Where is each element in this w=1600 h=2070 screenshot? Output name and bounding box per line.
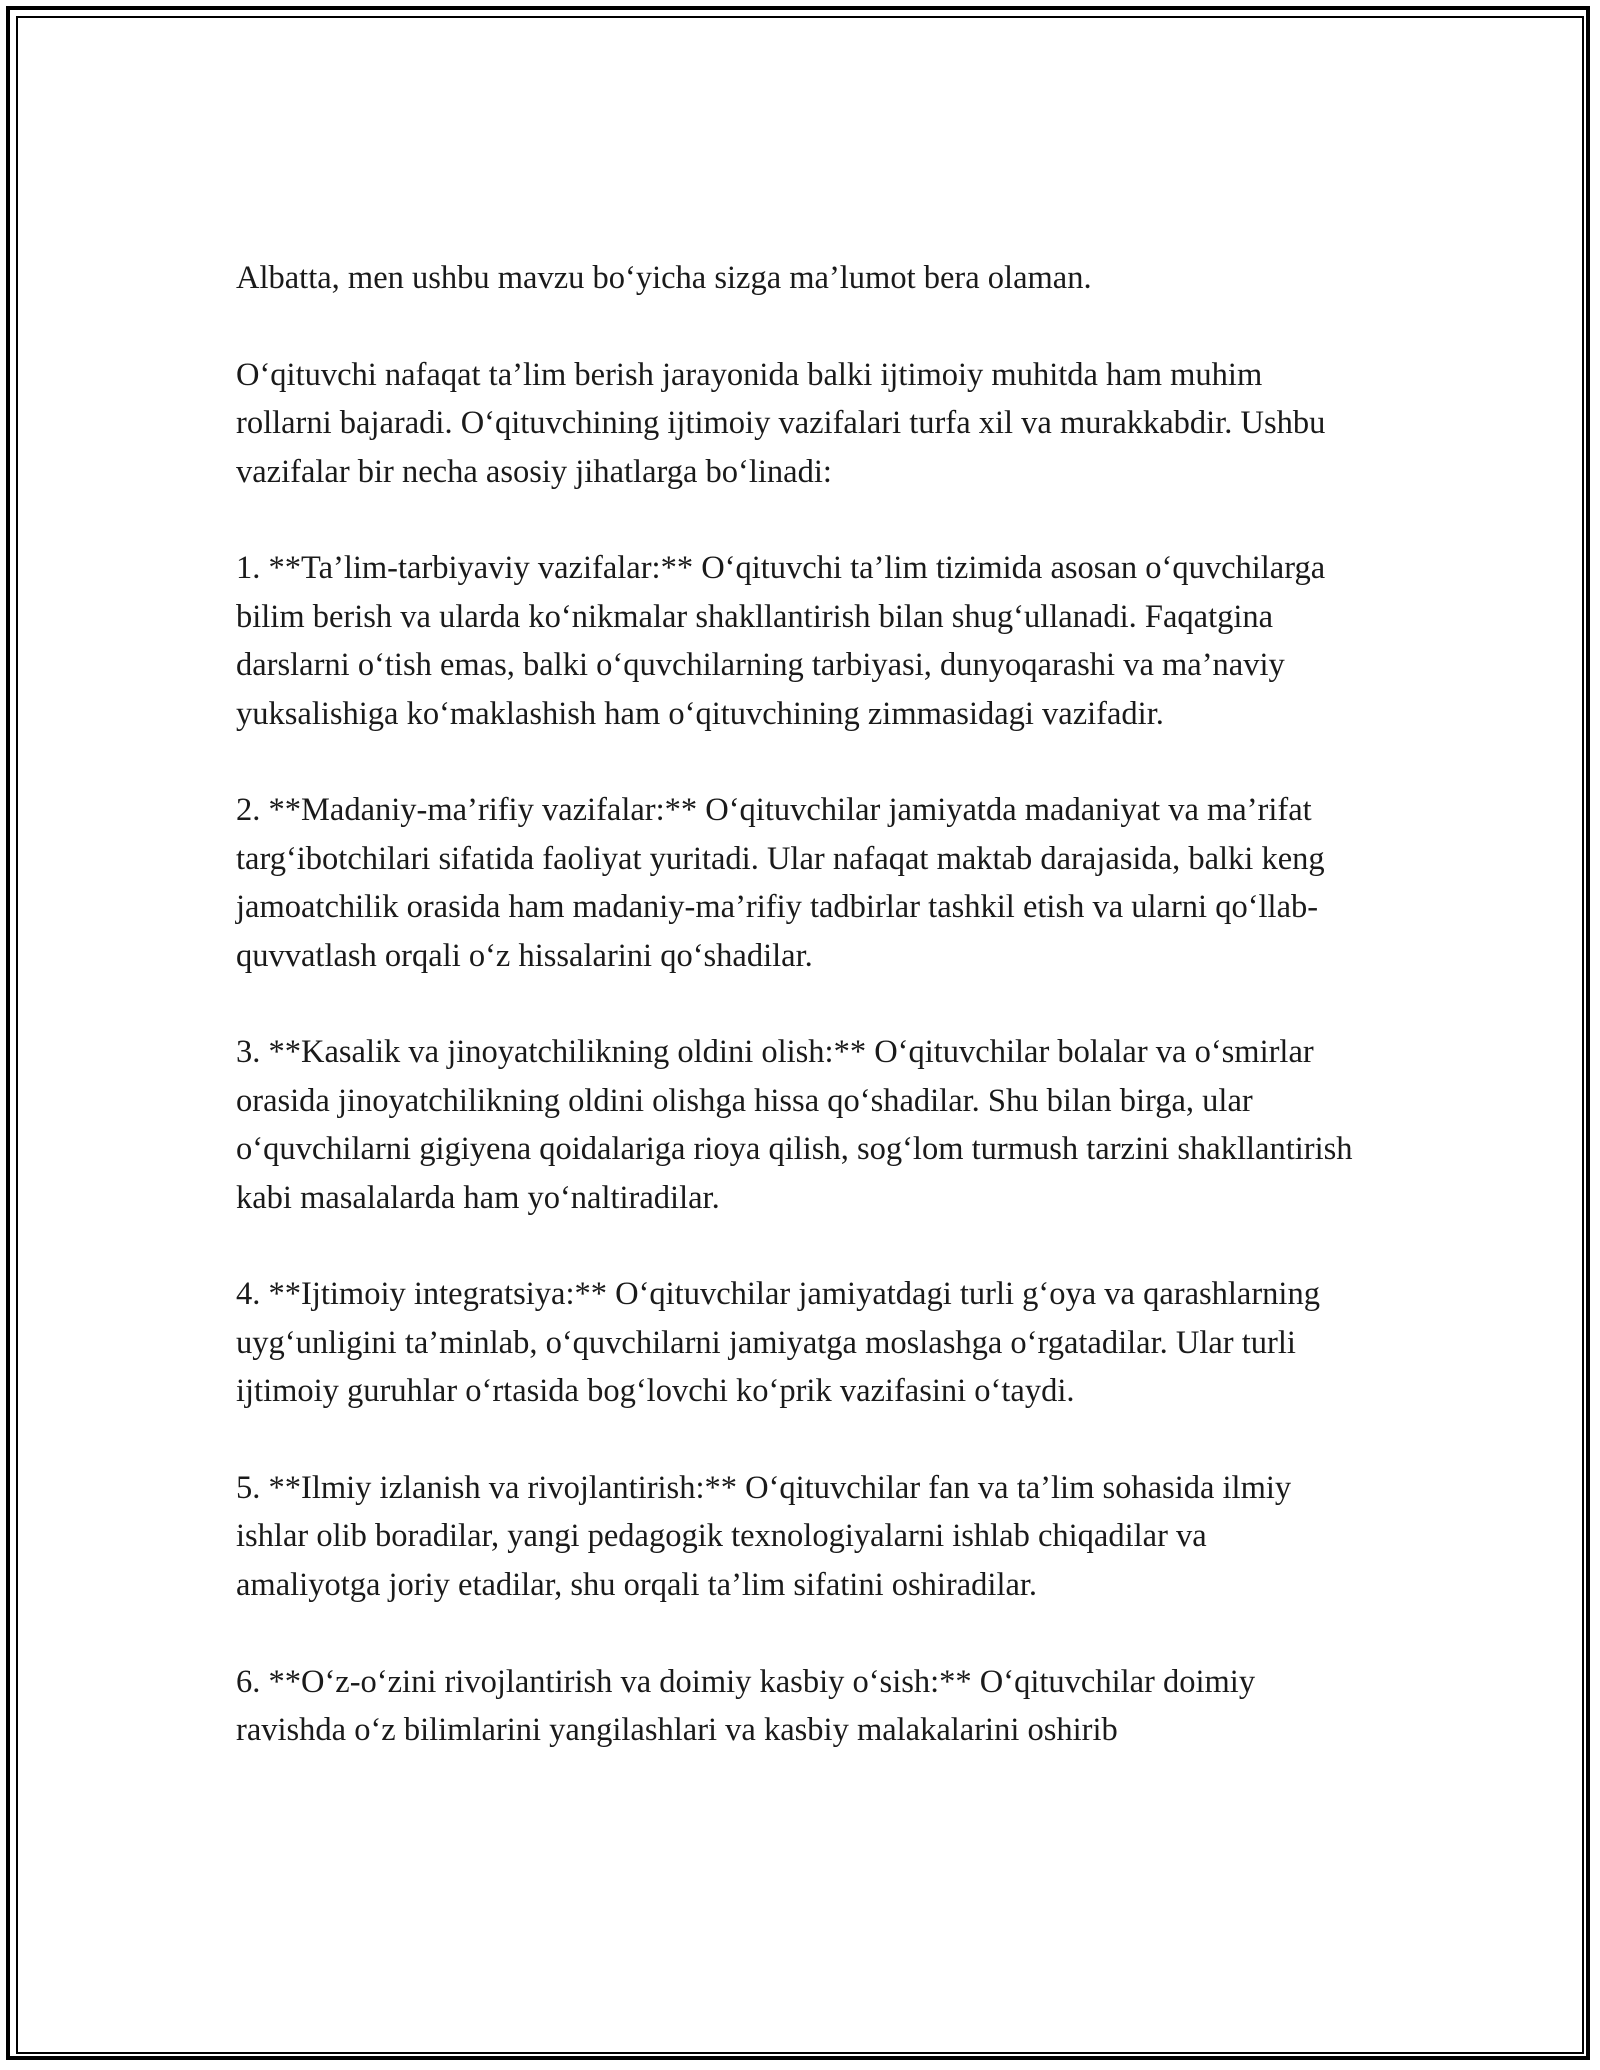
intro-paragraph: Albatta, men ushbu mavzu bo‘yicha sizga ma’lumot bera olaman.: [236, 260, 1092, 296]
list-item-5: 5. **Ilmiy izlanish va rivojlantirish:** O‘qituvchilar fan va ta’lim sohasida ilmiy ishlar olib boradilar, yangi pedagogik texnologiyalarni ishlab chiqadilar va amaliyotga joriy etadilar, shu orqali ta’lim sifatini oshiradilar.: [236, 1470, 1292, 1603]
list-item-1: 1. **Ta’lim-tarbiyaviy vazifalar:** O‘qituvchi ta’lim tizimida asosan o‘quvchilarga bilim berish va ularda ko‘nikmalar shakllantirish bilan shug‘ullanadi. Faqatgina darslarni o‘tish emas, balki o‘quvchilarning tarbiyasi, dunyoqarashi va ma’naviy yuksalishiga ko‘maklashish ham o‘qituvchining zimmasidagi vazifadir.: [236, 550, 1326, 732]
list-item-2: 2. **Madaniy-ma’rifiy vazifalar:** O‘qituvchilar jamiyatda madaniyat va ma’rifat targ‘ibotchilari sifatida faoliyat yuritadi. Ular nafaqat maktab darajasida, balki keng jamoatchilik orasida ham madaniy-ma’rifiy tadbirlar tashkil etish va ularni qo‘llab-quvvatlash orqali o‘z hissalarini qo‘shadilar.: [236, 792, 1325, 974]
document-body: [236, 254, 1356, 1803]
list-item-6: 6. **O‘z-o‘zini rivojlantirish va doimiy kasbiy o‘sish:** O‘qituvchilar doimiy ravishda o‘z bilimlarini yangilashlari va kasbiy malakalarini oshirib: [236, 1663, 1256, 1749]
list-item-3: 3. **Kasalik va jinoyatchilikning oldini olish:** O‘qituvchilar bolalar va o‘smirlar orasida jinoyatchilikning oldini olishga hissa qo‘shadilar. Shu bilan birga, ular o‘quvchilarni gigiyena qoidalariga rioya qilish, sog‘lom turmush tarzini shakllantirish kabi masalalarda ham yo‘naltiradilar.: [236, 1034, 1353, 1216]
list-item-4: 4. **Ijtimoiy integratsiya:** O‘qituvchilar jamiyatdagi turli g‘oya va qarashlarning uyg‘unligini ta’minlab, o‘quvchilarni jamiyatga moslashga o‘rgatadilar. Ular turli ijtimoiy guruhlar o‘rtasida bog‘lovchi ko‘prik vazifasini o‘taydi.: [236, 1276, 1320, 1410]
overview-paragraph: O‘qituvchi nafaqat ta’lim berish jarayonida balki ijtimoiy muhitda ham muhim rollarni bajaradi. O‘qituvchining ijtimoiy vazifalari turfa xil va murakkabdir. Ushbu vazifalar bir necha asosiy jihatlarga bo‘linadi:: [236, 356, 1326, 490]
